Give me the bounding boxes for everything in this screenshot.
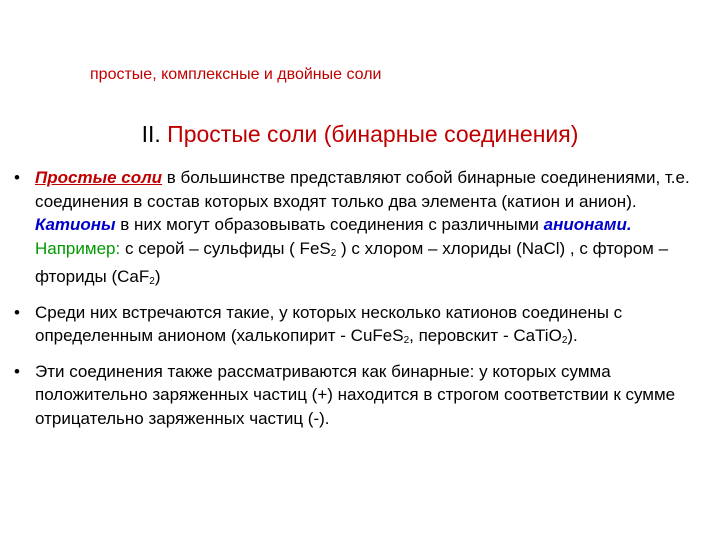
example-label: Например: xyxy=(35,238,121,258)
bullet-text: ) с хлором – хлориды (NaCl) , с фтором – фториды (CaF xyxy=(35,238,669,286)
subscript: 2 xyxy=(561,335,568,346)
bullet-list xyxy=(14,166,716,437)
term-simple-salts: Простые соли xyxy=(35,168,163,187)
bullet-text: Эти соединения также рассматриваются как бинарные: у которых сумма положительно заряженных частиц (+) находится в строгом соответствии к сумме отрицательно заряженных частиц (-). xyxy=(35,361,676,428)
subscript: 2 xyxy=(149,276,155,287)
bullet-item-simple-salts xyxy=(14,166,716,294)
bullet-item-multi-cation xyxy=(14,301,716,353)
bullet-marker: • xyxy=(14,361,20,381)
bullet-marker: • xyxy=(14,168,20,187)
bullet-text: ) xyxy=(154,267,161,286)
slide-title xyxy=(0,121,720,148)
bullet-text: ). xyxy=(567,326,578,345)
bullet-text: Среди них встречаются такие, у которых несколько катионов соединены с определенным анионом (халькопирит - CuFeS xyxy=(35,302,623,345)
term-anions: анионами. xyxy=(543,215,632,234)
bullet-marker: • xyxy=(14,302,20,322)
bullet-text: , перовскит - CaTiO xyxy=(409,326,562,345)
bullet-text: в них могут образовывать соединения с различными xyxy=(115,215,544,234)
bullet-text: в большинстве представляют собой бинарные соединениями, т.е. соединения в состав которых входят только два элемента (катион и анион). xyxy=(35,168,690,211)
bullet-text: с серой – сульфиды ( FeS xyxy=(120,238,331,258)
slide-subtitle: простые, комплексные и двойные соли xyxy=(90,66,382,83)
subscript: 2 xyxy=(403,335,410,346)
subscript: 2 xyxy=(330,247,337,259)
title-number: II. xyxy=(141,121,161,147)
title-text: Простые соли (бинарные соединения) xyxy=(167,121,579,147)
term-cations: Катионы xyxy=(35,215,116,234)
bullet-item-binary xyxy=(14,360,716,431)
